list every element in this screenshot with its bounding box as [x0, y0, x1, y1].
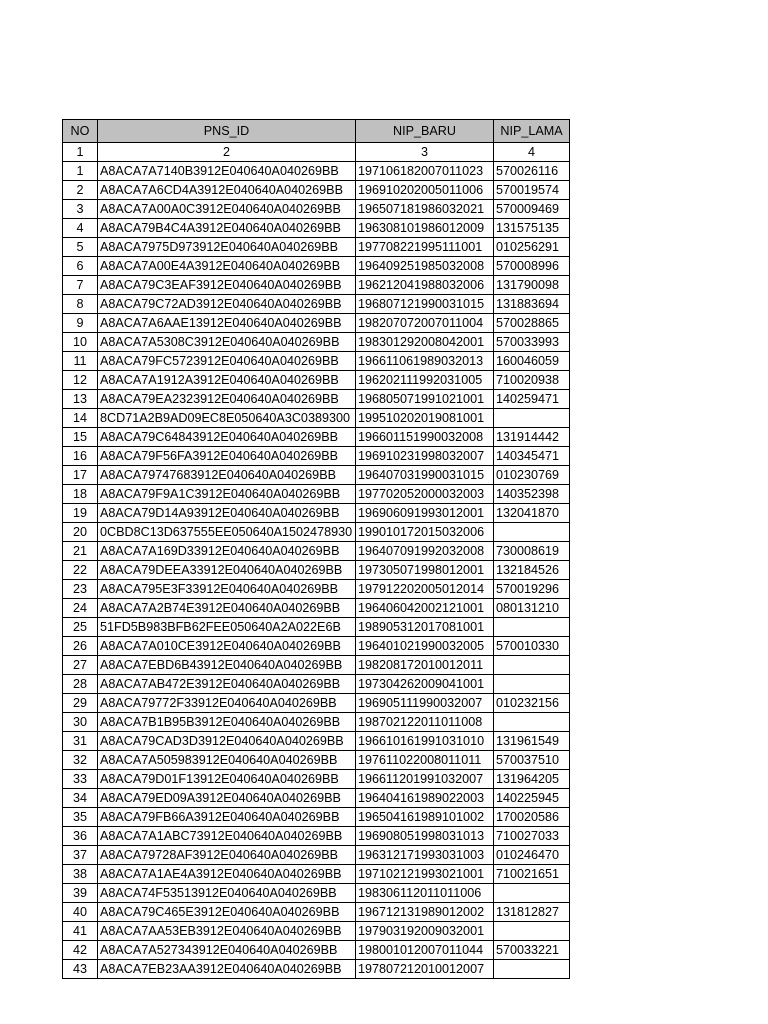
cell-nip-baru: 196906091993012001	[356, 504, 494, 523]
cell-no: 10	[63, 333, 98, 352]
cell-nip-baru: 197807212010012007	[356, 960, 494, 979]
cell-nip-lama: 570010330	[494, 637, 570, 656]
table-row	[63, 808, 570, 827]
cell-pns-id: A8ACA79EA2323912E040640A040269BB	[98, 390, 356, 409]
table-row	[63, 162, 570, 181]
cell-nip-lama: 131883694	[494, 295, 570, 314]
cell-pns-id: A8ACA7A7140B3912E040640A040269BB	[98, 162, 356, 181]
cell-pns-id: A8ACA74F53513912E040640A040269BB	[98, 884, 356, 903]
table-row	[63, 409, 570, 428]
table-row	[63, 200, 570, 219]
cell-nip-baru: 198001012007011044	[356, 941, 494, 960]
cell-nip-lama: 730008619	[494, 542, 570, 561]
header-pns-id: PNS_ID	[98, 120, 356, 143]
cell-nip-lama	[494, 713, 570, 732]
column-number: 3	[356, 143, 494, 162]
header-nip-lama: NIP_LAMA	[494, 120, 570, 143]
cell-nip-baru: 196601151990032008	[356, 428, 494, 447]
cell-no: 19	[63, 504, 98, 523]
column-number-row	[63, 143, 570, 162]
cell-no: 23	[63, 580, 98, 599]
table-row	[63, 751, 570, 770]
cell-nip-baru: 196401021990032005	[356, 637, 494, 656]
cell-nip-baru: 196406042002121001	[356, 599, 494, 618]
cell-nip-baru: 196312171993031003	[356, 846, 494, 865]
cell-nip-lama: 010256291	[494, 238, 570, 257]
table-row	[63, 333, 570, 352]
cell-no: 1	[63, 162, 98, 181]
cell-pns-id: A8ACA7A505983912E040640A040269BB	[98, 751, 356, 770]
cell-nip-lama: 140352398	[494, 485, 570, 504]
cell-pns-id: A8ACA79C3EAF3912E040640A040269BB	[98, 276, 356, 295]
cell-no: 9	[63, 314, 98, 333]
employee-table	[62, 119, 570, 979]
cell-nip-baru: 197304262009041001	[356, 675, 494, 694]
cell-nip-baru: 198905312017081001	[356, 618, 494, 637]
cell-pns-id: A8ACA79FC5723912E040640A040269BB	[98, 352, 356, 371]
cell-pns-id: A8ACA79747683912E040640A040269BB	[98, 466, 356, 485]
table-row	[63, 561, 570, 580]
cell-no: 37	[63, 846, 98, 865]
cell-no: 7	[63, 276, 98, 295]
cell-nip-baru: 198306112011011006	[356, 884, 494, 903]
cell-no: 26	[63, 637, 98, 656]
cell-nip-baru: 197611022008011011	[356, 751, 494, 770]
cell-nip-lama: 131961549	[494, 732, 570, 751]
cell-nip-baru: 196407091992032008	[356, 542, 494, 561]
cell-nip-lama: 710020938	[494, 371, 570, 390]
table-row	[63, 618, 570, 637]
cell-pns-id: A8ACA7A6AAE13912E040640A040269BB	[98, 314, 356, 333]
cell-no: 13	[63, 390, 98, 409]
table-row	[63, 884, 570, 903]
cell-no: 15	[63, 428, 98, 447]
cell-nip-lama: 131964205	[494, 770, 570, 789]
cell-no: 38	[63, 865, 98, 884]
table-row	[63, 219, 570, 238]
cell-nip-baru: 196910202005011006	[356, 181, 494, 200]
cell-nip-baru: 196212041988032006	[356, 276, 494, 295]
cell-nip-baru: 197702052000032003	[356, 485, 494, 504]
cell-nip-baru: 197102121993021001	[356, 865, 494, 884]
table-row	[63, 637, 570, 656]
cell-nip-lama: 132184526	[494, 561, 570, 580]
cell-nip-lama	[494, 884, 570, 903]
table-row	[63, 371, 570, 390]
cell-pns-id: A8ACA79728AF3912E040640A040269BB	[98, 846, 356, 865]
cell-no: 21	[63, 542, 98, 561]
cell-pns-id: A8ACA7A1AE4A3912E040640A040269BB	[98, 865, 356, 884]
cell-no: 16	[63, 447, 98, 466]
cell-nip-baru: 196202111992031005	[356, 371, 494, 390]
cell-nip-lama: 710027033	[494, 827, 570, 846]
table-row	[63, 827, 570, 846]
table-row	[63, 656, 570, 675]
table-row	[63, 599, 570, 618]
table-row	[63, 314, 570, 333]
cell-nip-lama: 710021651	[494, 865, 570, 884]
cell-nip-lama: 010230769	[494, 466, 570, 485]
cell-pns-id: A8ACA79C64843912E040640A040269BB	[98, 428, 356, 447]
column-number: 2	[98, 143, 356, 162]
cell-nip-baru: 197305071998012001	[356, 561, 494, 580]
column-number: 1	[63, 143, 98, 162]
cell-nip-lama: 131914442	[494, 428, 570, 447]
cell-nip-baru: 198301292008042001	[356, 333, 494, 352]
table-row	[63, 903, 570, 922]
cell-pns-id: A8ACA79C72AD3912E040640A040269BB	[98, 295, 356, 314]
cell-pns-id: 8CD71A2B9AD09EC8E050640A3C0389300	[98, 409, 356, 428]
cell-nip-baru: 198207072007011004	[356, 314, 494, 333]
cell-no: 39	[63, 884, 98, 903]
cell-pns-id: 51FD5B983BFB62FEE050640A2A022E6B	[98, 618, 356, 637]
cell-pns-id: A8ACA79ED09A3912E040640A040269BB	[98, 789, 356, 808]
cell-pns-id: A8ACA7B1B95B3912E040640A040269BB	[98, 713, 356, 732]
cell-pns-id: A8ACA79F56FA3912E040640A040269BB	[98, 447, 356, 466]
cell-pns-id: A8ACA7A2B74E3912E040640A040269BB	[98, 599, 356, 618]
cell-no: 22	[63, 561, 98, 580]
cell-pns-id: A8ACA7A010CE3912E040640A040269BB	[98, 637, 356, 656]
cell-nip-lama: 131790098	[494, 276, 570, 295]
table-row	[63, 181, 570, 200]
cell-nip-lama: 170020586	[494, 808, 570, 827]
table-row	[63, 352, 570, 371]
cell-no: 17	[63, 466, 98, 485]
cell-nip-baru: 196805071991021001	[356, 390, 494, 409]
cell-pns-id: A8ACA79F9A1C3912E040640A040269BB	[98, 485, 356, 504]
cell-pns-id: A8ACA79C465E3912E040640A040269BB	[98, 903, 356, 922]
cell-pns-id: A8ACA79D01F13912E040640A040269BB	[98, 770, 356, 789]
table-row	[63, 770, 570, 789]
cell-nip-lama: 570028865	[494, 314, 570, 333]
table-row	[63, 865, 570, 884]
cell-pns-id: A8ACA79CAD3D3912E040640A040269BB	[98, 732, 356, 751]
cell-pns-id: A8ACA7EBD6B43912E040640A040269BB	[98, 656, 356, 675]
cell-nip-lama	[494, 523, 570, 542]
table-row	[63, 846, 570, 865]
cell-nip-lama: 570009469	[494, 200, 570, 219]
cell-pns-id: A8ACA7A1ABC73912E040640A040269BB	[98, 827, 356, 846]
header-no: NO	[63, 120, 98, 143]
cell-pns-id: A8ACA7AA53EB3912E040640A040269BB	[98, 922, 356, 941]
cell-no: 3	[63, 200, 98, 219]
cell-nip-lama: 570026116	[494, 162, 570, 181]
cell-no: 34	[63, 789, 98, 808]
cell-nip-baru: 196908051998031013	[356, 827, 494, 846]
cell-nip-lama	[494, 675, 570, 694]
cell-nip-lama: 160046059	[494, 352, 570, 371]
table-row	[63, 713, 570, 732]
cell-pns-id: A8ACA7AB472E3912E040640A040269BB	[98, 675, 356, 694]
cell-nip-lama: 570037510	[494, 751, 570, 770]
cell-nip-lama	[494, 618, 570, 637]
cell-pns-id: A8ACA79DEEA33912E040640A040269BB	[98, 561, 356, 580]
cell-nip-lama	[494, 960, 570, 979]
cell-nip-baru: 196507181986032021	[356, 200, 494, 219]
cell-nip-baru: 199010172015032006	[356, 523, 494, 542]
cell-nip-baru: 197106182007011023	[356, 162, 494, 181]
cell-no: 11	[63, 352, 98, 371]
table-row	[63, 580, 570, 599]
cell-pns-id: A8ACA7A527343912E040640A040269BB	[98, 941, 356, 960]
cell-no: 30	[63, 713, 98, 732]
cell-no: 35	[63, 808, 98, 827]
cell-no: 40	[63, 903, 98, 922]
cell-nip-baru: 196610161991031010	[356, 732, 494, 751]
header-row	[63, 120, 570, 143]
cell-nip-baru: 196611201991032007	[356, 770, 494, 789]
cell-no: 25	[63, 618, 98, 637]
cell-no: 20	[63, 523, 98, 542]
cell-nip-baru: 197708221995111001	[356, 238, 494, 257]
cell-nip-baru: 197903192009032001	[356, 922, 494, 941]
cell-pns-id: A8ACA7A169D33912E040640A040269BB	[98, 542, 356, 561]
cell-no: 8	[63, 295, 98, 314]
table-row	[63, 542, 570, 561]
cell-nip-lama: 140345471	[494, 447, 570, 466]
table-row	[63, 257, 570, 276]
table-row	[63, 466, 570, 485]
cell-pns-id: A8ACA795E3F33912E040640A040269BB	[98, 580, 356, 599]
cell-nip-baru: 199510202019081001	[356, 409, 494, 428]
cell-nip-lama: 140225945	[494, 789, 570, 808]
table-row	[63, 941, 570, 960]
table-row	[63, 732, 570, 751]
cell-nip-baru: 196504161989101002	[356, 808, 494, 827]
cell-no: 42	[63, 941, 98, 960]
cell-no: 27	[63, 656, 98, 675]
cell-nip-baru: 196712131989012002	[356, 903, 494, 922]
cell-nip-lama: 131575135	[494, 219, 570, 238]
cell-no: 32	[63, 751, 98, 770]
cell-pns-id: A8ACA7EB23AA3912E040640A040269BB	[98, 960, 356, 979]
cell-nip-lama: 570033993	[494, 333, 570, 352]
cell-nip-baru: 198702122011011008	[356, 713, 494, 732]
cell-no: 31	[63, 732, 98, 751]
cell-no: 36	[63, 827, 98, 846]
cell-nip-lama: 140259471	[494, 390, 570, 409]
cell-nip-lama: 570008996	[494, 257, 570, 276]
cell-no: 18	[63, 485, 98, 504]
table-row	[63, 238, 570, 257]
cell-nip-baru: 196308101986012009	[356, 219, 494, 238]
cell-no: 29	[63, 694, 98, 713]
cell-pns-id: A8ACA7A00A0C3912E040640A040269BB	[98, 200, 356, 219]
cell-pns-id: A8ACA79772F33912E040640A040269BB	[98, 694, 356, 713]
table-row	[63, 504, 570, 523]
cell-nip-baru: 196611061989032013	[356, 352, 494, 371]
cell-pns-id: 0CBD8C13D637555EE050640A1502478930	[98, 523, 356, 542]
cell-no: 12	[63, 371, 98, 390]
table-row	[63, 390, 570, 409]
cell-nip-lama: 080131210	[494, 599, 570, 618]
cell-pns-id: A8ACA7A1912A3912E040640A040269BB	[98, 371, 356, 390]
cell-nip-lama: 010232156	[494, 694, 570, 713]
table-row	[63, 276, 570, 295]
cell-nip-lama: 010246470	[494, 846, 570, 865]
cell-nip-lama: 570033221	[494, 941, 570, 960]
cell-pns-id: A8ACA79FB66A3912E040640A040269BB	[98, 808, 356, 827]
cell-nip-baru: 196404161989022003	[356, 789, 494, 808]
cell-nip-baru: 198208172010012011	[356, 656, 494, 675]
cell-pns-id: A8ACA79D14A93912E040640A040269BB	[98, 504, 356, 523]
cell-nip-baru: 196407031990031015	[356, 466, 494, 485]
table-row	[63, 485, 570, 504]
cell-nip-lama: 132041870	[494, 504, 570, 523]
cell-pns-id: A8ACA7975D973912E040640A040269BB	[98, 238, 356, 257]
cell-nip-baru: 196409251985032008	[356, 257, 494, 276]
table-row	[63, 447, 570, 466]
table-row	[63, 789, 570, 808]
cell-nip-baru: 196905111990032007	[356, 694, 494, 713]
header-nip-baru: NIP_BARU	[356, 120, 494, 143]
table-row	[63, 960, 570, 979]
cell-nip-baru: 196807121990031015	[356, 295, 494, 314]
cell-pns-id: A8ACA7A5308C3912E040640A040269BB	[98, 333, 356, 352]
cell-nip-lama	[494, 409, 570, 428]
cell-no: 43	[63, 960, 98, 979]
table-row	[63, 922, 570, 941]
cell-nip-lama: 570019574	[494, 181, 570, 200]
cell-nip-lama: 131812827	[494, 903, 570, 922]
cell-nip-lama	[494, 922, 570, 941]
cell-no: 14	[63, 409, 98, 428]
cell-nip-baru: 197912202005012014	[356, 580, 494, 599]
cell-nip-lama: 570019296	[494, 580, 570, 599]
table-row	[63, 428, 570, 447]
cell-nip-lama	[494, 656, 570, 675]
cell-pns-id: A8ACA7A00E4A3912E040640A040269BB	[98, 257, 356, 276]
cell-no: 6	[63, 257, 98, 276]
table-row	[63, 675, 570, 694]
table-row	[63, 694, 570, 713]
cell-pns-id: A8ACA79B4C4A3912E040640A040269BB	[98, 219, 356, 238]
cell-no: 33	[63, 770, 98, 789]
cell-no: 5	[63, 238, 98, 257]
cell-nip-baru: 196910231998032007	[356, 447, 494, 466]
cell-no: 24	[63, 599, 98, 618]
table-row	[63, 523, 570, 542]
table-row	[63, 295, 570, 314]
cell-no: 4	[63, 219, 98, 238]
cell-no: 2	[63, 181, 98, 200]
cell-pns-id: A8ACA7A6CD4A3912E040640A040269BB	[98, 181, 356, 200]
column-number: 4	[494, 143, 570, 162]
cell-no: 28	[63, 675, 98, 694]
cell-no: 41	[63, 922, 98, 941]
